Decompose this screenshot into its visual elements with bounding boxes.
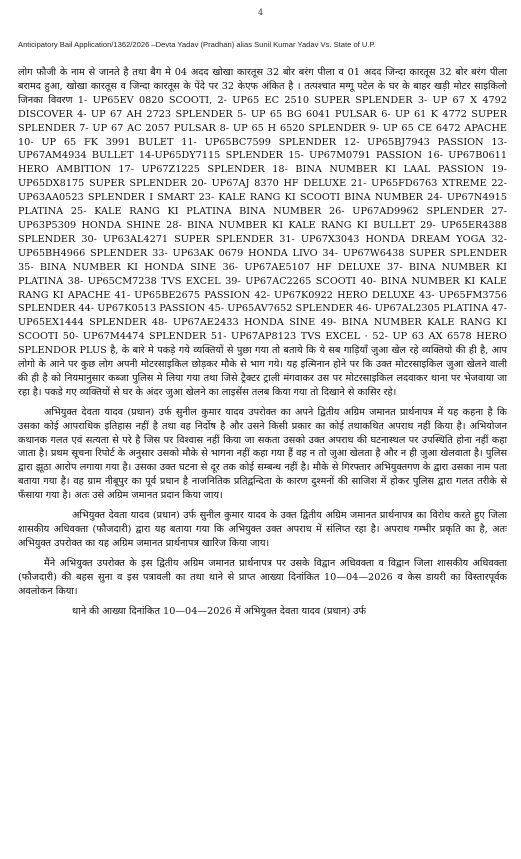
page-number: 4 [257, 8, 264, 17]
paragraph-recovery-details: लोग फौजी के नाम से जानते है तथा बैग मे 04 अदद खोखा कारतूस 32 बोर बरंग पीला व 01 अदद जिन्दा कारतूस 32 बोर बरंग पीला बरामद हुआ, खोखा कारतूस व जिन्दा कारतूस के पेंदे पर 32 केएफ अंकित है । तत्पश्चात मग्गू पटेल के घर के बाहर खड़ी मोटर साइकिलो जिनका विवरण 1- UP65EV 0820 SCOOTI, 2- UP65 EC 2510 SUPER SPLENDER 3- UP 67 X 4792 DISCOVER 4- UP 67 AH 2723 SPLENDER 5- UP 65 BG 6041 PULSAR 6- UP 61 K 4772 SUPER SPLENDER 7- UP 67 AC 2057 PULSAR 8- UP 65 H 6520 SPLENDER 9- UP 65 CE 6472 APACHE 10- UP 65 FK 3991 BULET 11- UP65BC7599 SPLENDER 12- UP65BJ7943 PASSION 13-UP67AM4934 BULLET 14-UP65DY7115 SPLENDER 15- UP67M0791 PASSION 16- UP67B0611 HERO AMBITION 17- UP67Z1225 SPLENDER 18- BINA NUMBER KI LAAL PASSION 19- UP65DX8175 SUPER SPLENDER 20- UP67AJ 8370 HF DELUXE 21- UP65FD6763 XTREME 22- UP63AA0523 SPLENDER I SMART 23- KALE RANG KI SCOOTI BINA NUMBER 24- UP67N4915 PLATINA 25- KALE RANG KI PLATINA BINA NUMBER 26- UP67AD9962 SPLENDER 27- UP63P5309 HONDA SHINE 28- BINA NUMBER KI KALE RANG KI BULLET 29- UP65ER4388 SPLENDER 30- UP63AL4271 SUPER SPLENDER 31- UP67X3043 HONDA DREAM YOGA 32- UP65BH4966 SPLENDER 33- UP63AK 0679 HONDA LIVO 34- UP67W6438 SUPER SPLENDER 35- BINA NUMBER KI HONDA SINE 36- UP67AE5107 HF DELUXE 37- BINA NUMBER KI PLATINA 38- UP65CM7238 TVS EXCEL 39- UP67AC2265 SCOOTI 40- BINA NUMBER KI KALE RANG KI APACHE 41- UP65BE2675 PASSION 42- UP67K0922 HERO DELUXE 43- UP65FM3756 SPLENDER 44- UP67K0513 PASSION 45- UP65AV7652 SPLENDER 46- UP67AL2305 PLATINA 47- UP65EX1444 SPLENDER 48- UP67AE2433 HONDA SINE 49- BINA NUMBER KALE RANG KI SCOOTI 50- UP67M4474 SPLENDER 51- UP67AP8123 TVS EXCEL · 52- UP 63 AX 6578 HERO SPLENDOR PLUS है, के बारे मे पकड़े गये व्यक्तियों से पुछा गया तो बताये कि ये सब गाड़ियाँ जुआ खेल रहे व्यक्तियो की ही है, आप लोगो के आने पर कुछ लोग अपनी मोटरसाइकिल छोड़कर मौके से भाग गये। यह इत्मिनान होने पर कि उक्त मोटरसाइकिल जुआ खेलने वाली की ही है को नियमानुसार कब्जा पुलिस मे लिया गया तथा जिसे ट्रैक्टर ट्राली मंगवाकर उस पर मोटरसाइकिल लदवाकर थाना पर भेजवाया जा रहा है। पकडे गए व्यक्तियों से घर के अंदर जुआ खेलने का लाइसेंस तलब किया गया तो दिखाने से कासिर रहे। [18, 67, 507, 398]
paragraph-prosecution-objection: अभियुक्त देवता यादव (प्रधान) उर्फ सुनील कुमार यादव के उक्त द्वितीय अग्रिम जमानत प्रार्थनापत्र का विरोध करते हुए जिला शासकीय अधिवक्ता (फौजदारी) द्वारा यह बताया गया कि अभियुक्त उक्त अपराध में संलिप्त रहा है। अपराध गम्भीर प्रकृति का है, अतः अभियुक्त उपरोक्त का यह अग्रिम जमानत प्रार्थनापत्र खारिज किया जाय। [18, 510, 507, 549]
paragraph-accused-plea: अभियुक्त देवता यादव (प्रधान) उर्फ सुनील कुमार यादव उपरोक्त का अपने द्वितीय अग्रिम जमानत प्रार्थनापत्र में यह कहना है कि उसका कोई आपराधिक इतिहास नहीं है तथा वह निर्दोष है और उसने किसी प्रकार का कोई तथाकथित अपराध नहीं किया है। अभियोजन कथानक गलत एवं सत्यता से परे है जिस पर विश्वास नहीं किया जा सकता उसको उक्त अपराध की घटनास्थल पर उपस्थिति होना नहीं कहा जाता है। प्रथम सूचना रिपोर्ट के अनुसार उसको मौके से भागना नहीं कहा गया हैं वह न तो जुआ खेलता है और न ही जुआ खेलवाता है। पुलिस द्वारा झूठा आरोप लगाया गया है। उसका उक्त घटना से दूर तक कोई सम्बन्ध नहीं है। मौके से गिरफ्तार अभियुक्तगण के द्वारा उसका नाम पता बताया गया है। वह ग्राम नीबूपुर का पूर्व प्रधान है नाजनितिक प्रतिद्वन्दिता के कारण दुश्मनों की साजिश में होकर पुलिस द्वारा गलत तरीके से फँसाया गया है। अतः उसे अग्रिम जमानत प्रदान किया जाय। [18, 406, 507, 502]
case-header: Anticipatory Bail Application/1362/2026 –Devta Yadav (Pradhan) alias Sunil Kumar Yadav Vs. State of U.P. [18, 40, 376, 49]
paragraph-court-consideration: मैंने अभियुक्त उपरोक्त के इस द्वितीय अग्रिम जमानत प्रार्थनापत्र पर उसके विद्वान अधिवक्ता व विद्वान जिला शासकीय अधिवक्ता (फौजदारी) की बहस सुना व इस पत्रावली का तथा थाने से प्राप्त आख्या दिनांकित 10—04—2026 व केस डायरी का विस्तारपूर्वक अवलोकन किया। [18, 557, 507, 597]
document-body [18, 66, 507, 618]
paragraph-police-report: थाने की आख्या दिनांकित 10—04—2026 में अभियुक्त देवता यादव (प्रधान) उर्फ [72, 605, 366, 617]
